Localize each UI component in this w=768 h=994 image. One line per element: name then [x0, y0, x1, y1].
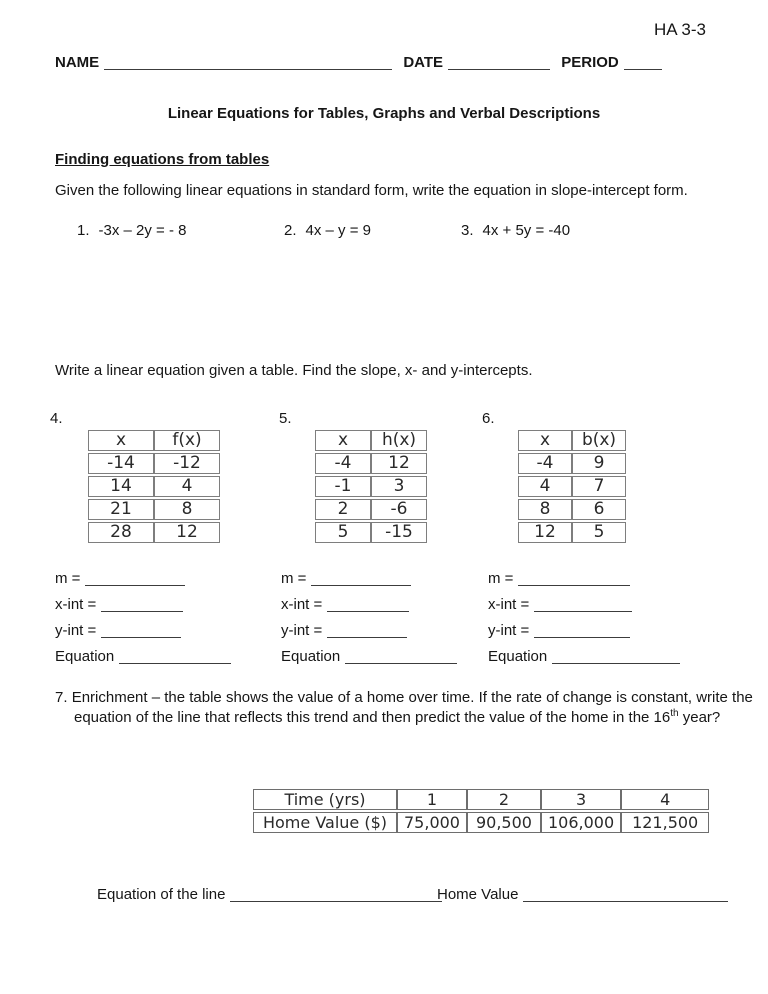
column-header-bx: b(x) — [572, 430, 626, 451]
m-label: m = — [55, 570, 81, 587]
table-header-row — [315, 430, 427, 451]
table-cell: -4 — [315, 453, 371, 474]
x-int-label: x-int = — [488, 596, 530, 613]
column-header-hx: h(x) — [371, 430, 427, 451]
x-int-label: x-int = — [55, 596, 97, 613]
problem-2 — [284, 222, 371, 239]
section2-instructions: Write a linear equation given a table. Find the slope, x- and y-intercepts. — [55, 362, 533, 379]
home-value-label-cell: Home Value ($) — [253, 812, 397, 833]
table-cell: -1 — [315, 476, 371, 497]
table-cell: -4 — [518, 453, 572, 474]
y-intercept-line — [55, 618, 231, 644]
name-blank-line — [104, 56, 392, 70]
question-7-text: Enrichment – the table shows the value of a home over time. If the rate of change is constant, write the equation of the line that reflects this trend and then predict the value of the home in the 16 — [71, 689, 753, 726]
answer-block-problem-4 — [55, 566, 231, 670]
table-cell: 12 — [154, 522, 220, 543]
x-intercept-line — [281, 592, 457, 618]
m-label: m = — [488, 570, 514, 587]
table-cell: 5 — [315, 522, 371, 543]
y-int-blank-line — [534, 624, 630, 638]
question-7-number: 7. — [55, 689, 68, 706]
equation-line — [281, 644, 457, 670]
table-cell: 4 — [621, 789, 709, 810]
table-cell: 5 — [572, 522, 626, 543]
y-int-label: y-int = — [281, 622, 323, 639]
problem-2-equation: 4x – y = 9 — [305, 222, 371, 239]
table-row — [88, 522, 220, 543]
problem-3 — [461, 222, 570, 239]
x-int-blank-line — [534, 598, 632, 612]
y-intercept-line — [488, 618, 680, 644]
table-row — [315, 499, 427, 520]
table-row — [518, 476, 626, 497]
equation-blank-line — [119, 650, 231, 664]
problem-1-number: 1. — [77, 222, 90, 239]
table-row — [253, 812, 709, 833]
equation-label: Equation — [281, 648, 341, 665]
x-intercept-line — [55, 592, 231, 618]
table-header-row — [253, 789, 709, 810]
date-blank-line — [448, 56, 550, 70]
m-blank-line — [85, 572, 185, 586]
x-intercept-line — [488, 592, 680, 618]
table-cell: 4 — [154, 476, 220, 497]
worksheet-title: Linear Equations for Tables, Graphs and Verbal Descriptions — [167, 105, 601, 122]
home-value-blank — [523, 888, 728, 902]
problem-2-number: 2. — [284, 222, 297, 239]
table-cell: 7 — [572, 476, 626, 497]
equation-of-line-blank — [230, 888, 442, 902]
time-label-cell: Time (yrs) — [253, 789, 397, 810]
table-cell: 12 — [518, 522, 572, 543]
table-cell: 3 — [541, 789, 621, 810]
column-header-x: x — [518, 430, 572, 451]
values-table-problem-5 — [315, 428, 427, 545]
table-cell: 28 — [88, 522, 154, 543]
table-row — [88, 476, 220, 497]
y-int-label: y-int = — [55, 622, 97, 639]
home-value-table — [253, 787, 709, 835]
problem-6-number: 6. — [482, 410, 495, 427]
equation-of-line-field — [97, 886, 442, 903]
table-cell: 4 — [518, 476, 572, 497]
equation-label: Equation — [55, 648, 115, 665]
table-cell: 6 — [572, 499, 626, 520]
question-7-text-end: year? — [678, 708, 721, 726]
problem-4-number: 4. — [50, 410, 63, 427]
table-cell: 90,500 — [467, 812, 541, 833]
y-int-blank-line — [101, 624, 181, 638]
table-row — [88, 453, 220, 474]
m-label: m = — [281, 570, 307, 587]
period-label: PERIOD — [561, 54, 619, 71]
section-heading-finding-equations: Finding equations from tables — [55, 151, 270, 168]
slope-line — [55, 566, 231, 592]
table-cell: 121,500 — [621, 812, 709, 833]
table-row — [518, 522, 626, 543]
table-row — [315, 453, 427, 474]
problem-1-equation: -3x – 2y = - 8 — [98, 222, 187, 239]
enrichment-question — [55, 688, 768, 727]
table-header-row — [518, 430, 626, 451]
table-cell: -12 — [154, 453, 220, 474]
problem-1 — [77, 222, 186, 239]
name-date-period-row — [55, 54, 669, 71]
m-blank-line — [518, 572, 630, 586]
section1-instructions: Given the following linear equations in standard form, write the equation in slope-intercept form. — [55, 182, 688, 199]
answer-block-problem-5 — [281, 566, 457, 670]
problem-3-number: 3. — [461, 222, 474, 239]
column-header-x: x — [315, 430, 371, 451]
table-row — [518, 453, 626, 474]
equation-of-line-label: Equation of the line — [97, 886, 226, 903]
y-int-label: y-int = — [488, 622, 530, 639]
table-cell: -15 — [371, 522, 427, 543]
table-cell: 9 — [572, 453, 626, 474]
table-cell: 2 — [315, 499, 371, 520]
x-int-blank-line — [327, 598, 409, 612]
y-intercept-line — [281, 618, 457, 644]
slope-line — [281, 566, 457, 592]
table-cell: 21 — [88, 499, 154, 520]
m-blank-line — [311, 572, 411, 586]
equation-line — [488, 644, 680, 670]
table-cell: 8 — [518, 499, 572, 520]
table-cell: 12 — [371, 453, 427, 474]
table-cell: 2 — [467, 789, 541, 810]
table-row — [315, 476, 427, 497]
table-cell: 75,000 — [397, 812, 467, 833]
table-cell: 8 — [154, 499, 220, 520]
home-value-label: Home Value — [437, 886, 519, 903]
column-header-x: x — [88, 430, 154, 451]
standard-form-problems-row — [0, 222, 768, 242]
ordinal-suffix: th — [670, 707, 679, 719]
x-int-label: x-int = — [281, 596, 323, 613]
table-cell: -6 — [371, 499, 427, 520]
y-int-blank-line — [327, 624, 407, 638]
period-blank-line — [624, 56, 662, 70]
problem-3-equation: 4x + 5y = -40 — [482, 222, 571, 239]
answer-block-problem-6 — [488, 566, 680, 670]
table-cell: 106,000 — [541, 812, 621, 833]
name-label: NAME — [55, 54, 100, 71]
equation-line — [55, 644, 231, 670]
table-cell: -14 — [88, 453, 154, 474]
worksheet-code: HA 3-3 — [654, 20, 706, 39]
equation-blank-line — [552, 650, 680, 664]
table-row — [88, 499, 220, 520]
final-answer-row — [0, 886, 768, 908]
table-row — [315, 522, 427, 543]
table-header-row — [88, 430, 220, 451]
equation-blank-line — [345, 650, 457, 664]
table-cell: 1 — [397, 789, 467, 810]
column-header-fx: f(x) — [154, 430, 220, 451]
equation-label: Equation — [488, 648, 548, 665]
problem-5-number: 5. — [279, 410, 292, 427]
values-table-problem-6 — [518, 428, 626, 545]
table-cell: 3 — [371, 476, 427, 497]
date-label: DATE — [403, 54, 444, 71]
x-int-blank-line — [101, 598, 183, 612]
table-cell: 14 — [88, 476, 154, 497]
home-value-field — [437, 886, 728, 903]
slope-line — [488, 566, 680, 592]
table-row — [518, 499, 626, 520]
values-table-problem-4 — [88, 428, 220, 545]
